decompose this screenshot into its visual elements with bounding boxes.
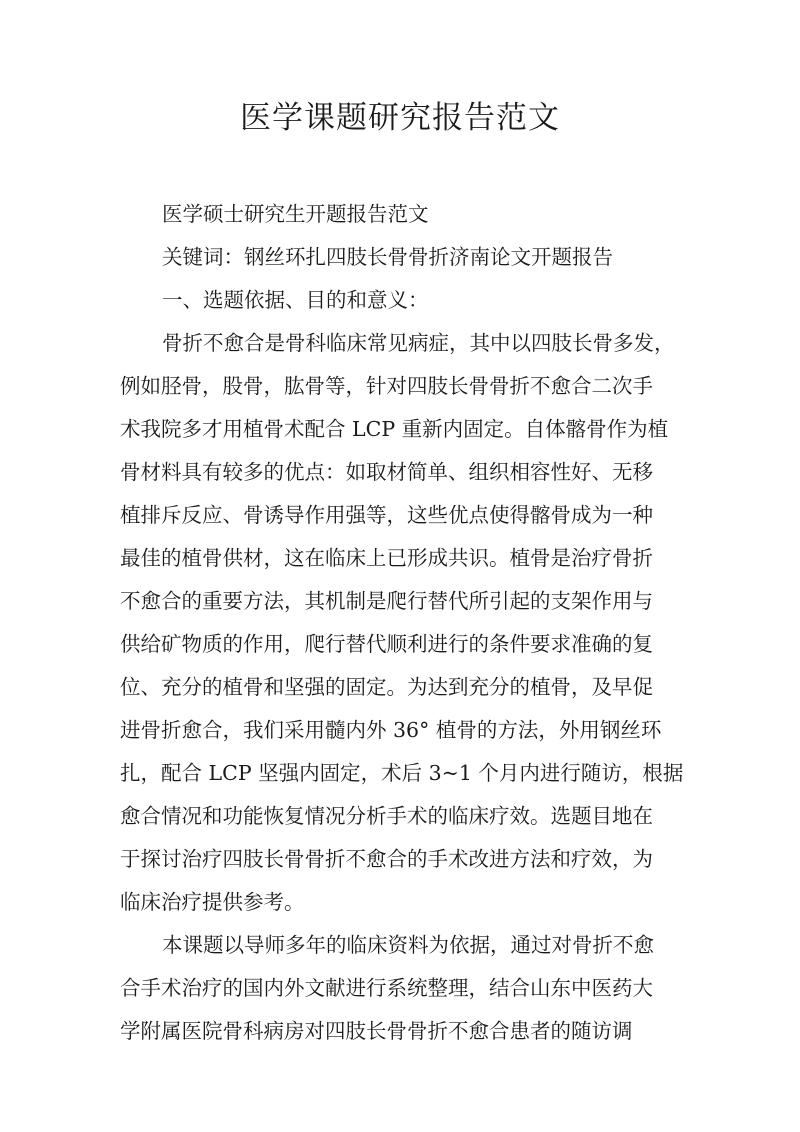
paragraph-line: 本课题以导师多年的临床资料为依据，通过对骨折不愈 <box>162 933 654 957</box>
paragraph-line: 例如胫骨，股骨，肱骨等，针对四肢长骨骨折不愈合二次手 <box>120 374 653 398</box>
paragraph-line: 学附属医院骨科病房对四肢长骨骨折不愈合患者的随访调 <box>120 1019 633 1043</box>
paragraph-line: 术我院多才用植骨术配合 LCP 重新内固定。自体髂骨作为植 <box>120 417 669 441</box>
keywords-line: 关键词：钢丝环扎四肢长骨骨折济南论文开题报告 <box>162 245 613 269</box>
paragraph-line: 不愈合的重要方法，其机制是爬行替代所引起的支架作用与 <box>120 589 653 613</box>
document-title: 医学课题研究报告范文 <box>240 100 560 136</box>
paragraph-line: 合手术治疗的国内外文献进行系统整理，结合山东中医药大 <box>120 976 653 1000</box>
paragraph-line: 扎，配合 LCP 坚强内固定，术后 3~1 个月内进行随访，根据 <box>120 761 684 785</box>
paragraph-line: 进骨折愈合，我们采用髓内外 36° 植骨的方法，外用钢丝环 <box>120 718 662 742</box>
paragraph-line: 位、充分的植骨和坚强的固定。为达到充分的植骨，及早促 <box>120 675 653 699</box>
paragraph-line: 愈合情况和功能恢复情况分析手术的临床疗效。选题目地在 <box>120 804 653 828</box>
paragraph-line: 供给矿物质的作用，爬行替代顺利进行的条件要求准确的复 <box>120 632 653 656</box>
section-heading: 一、选题依据、目的和意义： <box>162 288 429 312</box>
paragraph-line: 于探讨治疗四肢长骨骨折不愈合的手术改进方法和疗效，为 <box>120 847 653 871</box>
subtitle-line: 医学硕士研究生开题报告范文 <box>162 202 429 226</box>
paragraph-line: 植排斥反应、骨诱导作用强等，这些优点使得髂骨成为一种 <box>120 503 653 527</box>
paragraph-line: 骨折不愈合是骨科临床常见病症，其中以四肢长骨多发， <box>162 331 675 355</box>
paragraph-line: 最佳的植骨供材，这在临床上已形成共识。植骨是治疗骨折 <box>120 546 653 570</box>
paragraph-line: 骨材料具有较多的优点：如取材简单、组织相容性好、无移 <box>120 460 653 484</box>
paragraph-line: 临床治疗提供参考。 <box>120 890 305 914</box>
